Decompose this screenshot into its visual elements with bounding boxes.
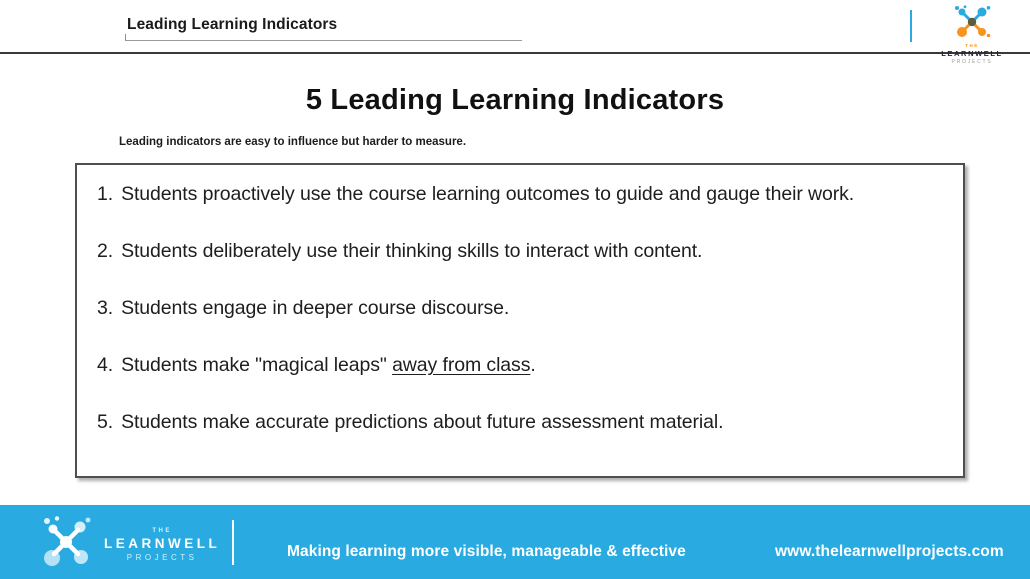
item-text-underlined: away from class bbox=[392, 354, 531, 376]
header-title: Leading Learning Indicators bbox=[127, 16, 338, 33]
header-underline-rule bbox=[125, 34, 522, 41]
item-text-pre: Students proactively use the course learning outcomes to guide and gauge their work. bbox=[121, 183, 855, 205]
footer-bar bbox=[0, 505, 1030, 579]
footer-logo-text-learnwell: LEARNWELL bbox=[104, 535, 221, 551]
slide-subtitle: Leading indicators are easy to influence but harder to measure. bbox=[119, 136, 467, 148]
item-text-pre: Students deliberately use their thinking skills to interact with content. bbox=[121, 240, 703, 262]
learnwell-molecule-icon-white bbox=[40, 514, 98, 575]
footer-logo-text-the: THE bbox=[152, 527, 172, 534]
footer-learnwell-logo bbox=[40, 514, 220, 575]
footer-logo-text bbox=[104, 528, 220, 562]
footer-divider-line bbox=[232, 520, 234, 565]
list-item-5 bbox=[97, 394, 949, 451]
item-text bbox=[121, 297, 509, 320]
list-item-1 bbox=[97, 166, 949, 223]
learnwell-molecule-icon bbox=[952, 24, 992, 41]
footer-tagline: Making learning more visible, manageable & effective bbox=[287, 543, 686, 560]
item-text bbox=[121, 411, 723, 434]
footer-website-url: www.thelearnwellprojects.com bbox=[775, 543, 1004, 560]
indicator-box bbox=[75, 163, 965, 478]
item-number: 4. bbox=[97, 354, 114, 376]
item-text bbox=[121, 240, 702, 263]
item-text-pre: Students make "magical leaps" bbox=[121, 354, 393, 376]
list-item-4 bbox=[97, 337, 949, 394]
logo-text-the: THE bbox=[965, 43, 979, 48]
item-text bbox=[121, 183, 854, 206]
list-item-3 bbox=[97, 280, 949, 337]
item-text-pre: Students engage in deeper course discourse. bbox=[121, 297, 510, 319]
slide-title: 5 Leading Learning Indicators bbox=[305, 84, 725, 116]
item-text-post: . bbox=[530, 354, 536, 376]
item-text-pre: Students make accurate predictions about future assessment material. bbox=[121, 411, 724, 433]
logo-text-projects: PROJECTS bbox=[951, 59, 993, 65]
footer-logo-text-projects: PROJECTS bbox=[126, 552, 198, 562]
learnwell-logo bbox=[938, 5, 1006, 65]
item-number: 2. bbox=[97, 240, 114, 262]
item-number: 1. bbox=[97, 183, 114, 205]
header-divider-line bbox=[910, 10, 912, 42]
logo-text-learnwell: LEARNWELL bbox=[941, 49, 1003, 58]
item-number: 5. bbox=[97, 411, 114, 433]
item-number: 3. bbox=[97, 297, 114, 319]
header-bar bbox=[0, 0, 1030, 65]
indicator-list bbox=[77, 165, 963, 451]
list-item-2 bbox=[97, 223, 949, 280]
item-text bbox=[121, 354, 536, 377]
